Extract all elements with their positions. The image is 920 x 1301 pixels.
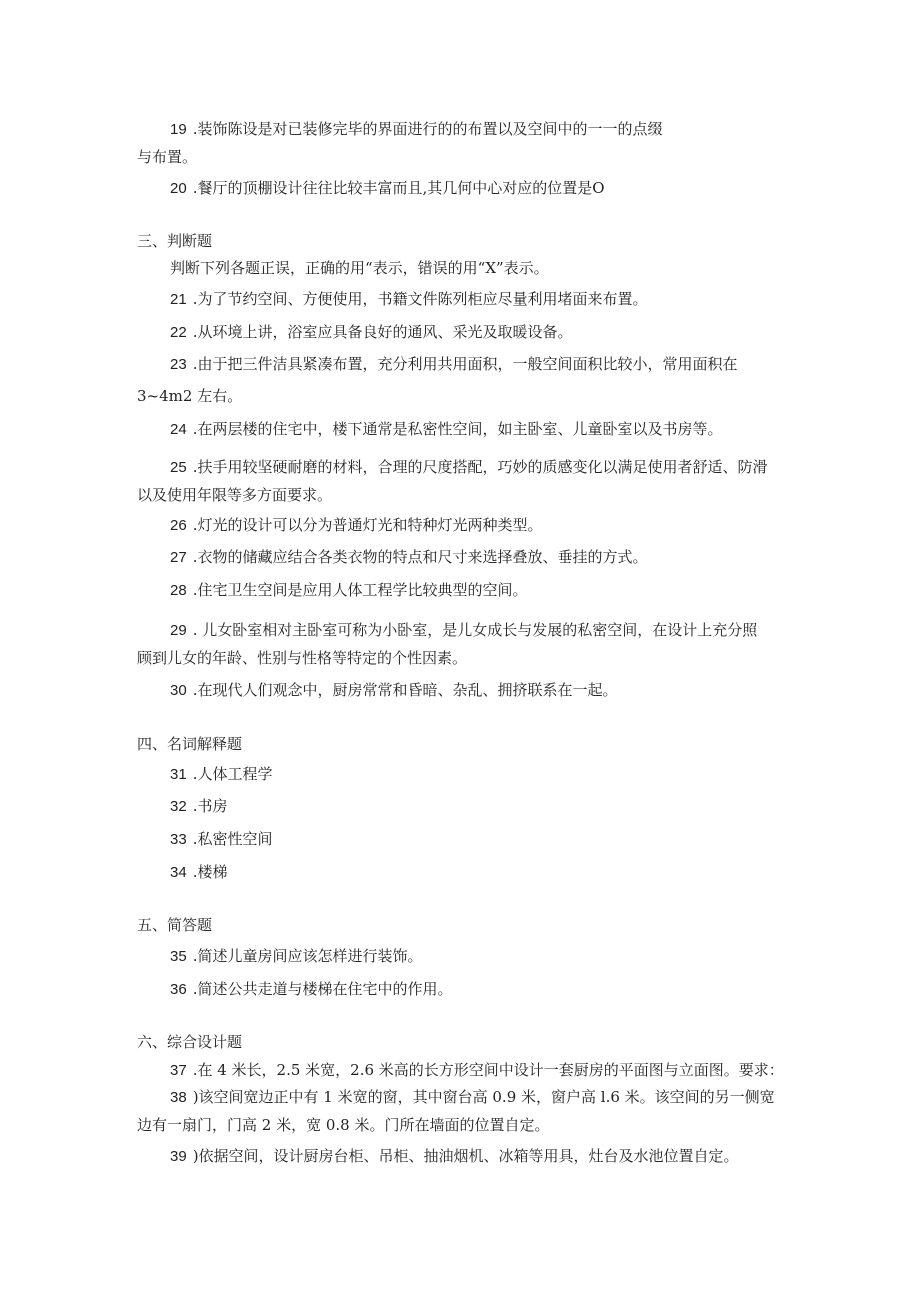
question-32 [170, 796, 227, 817]
question-25-continuation: 以及使用年限等多方面要求。 [137, 486, 333, 504]
question-20 [170, 178, 605, 199]
question-34 [170, 862, 227, 883]
question-text: .餐厅的顶棚设计往往比较丰富而且,其几何中心对应的位置是O [192, 179, 605, 197]
question-text: .装饰陈设是对已装修完毕的界面进行的的布置以及空间中的一一的点缀 [192, 120, 663, 138]
question-number: 30 [170, 682, 187, 699]
question-text: .楼梯 [192, 863, 228, 881]
question-27 [170, 547, 647, 568]
question-number: 21 [170, 291, 187, 308]
question-number: 35 [170, 948, 187, 965]
question-25 [170, 457, 767, 478]
question-text: .灯光的设计可以分为普通灯光和特种灯光两种类型。 [192, 516, 543, 534]
question-text: .为了节约空间、方便使用，书籍文件陈列柜应尽量利用堵面来布置。 [192, 290, 648, 308]
question-number: 23 [170, 356, 187, 373]
question-number: 39 [170, 1148, 187, 1165]
question-number: 20 [170, 180, 187, 197]
question-26 [170, 515, 542, 536]
question-text: .在两层楼的住宅中，楼下通常是私密性空间，如主卧室、儿童卧室以及书房等。 [192, 420, 723, 438]
question-number: 22 [170, 324, 187, 341]
question-37 [170, 1060, 784, 1081]
question-text: .人体工程学 [192, 765, 273, 783]
question-number: 32 [170, 798, 187, 815]
question-number: 19 [170, 121, 187, 138]
section-title-judge: 三、判断题 [137, 232, 213, 250]
question-text: . 儿女卧室相对主卧室可称为小卧室，是儿女成长与发展的私密空间，在设计上充分照 [192, 621, 758, 639]
section-title-short: 五、简答题 [137, 916, 213, 934]
question-number: 26 [170, 517, 187, 534]
question-31 [170, 764, 272, 785]
question-number: 29 [170, 622, 187, 639]
question-number: 28 [170, 582, 187, 599]
question-text: .扶手用较坚硬耐磨的材料，合理的尺度搭配，巧妙的质感变化以满足使用者舒适、防滑 [192, 458, 768, 476]
question-number: 33 [170, 831, 187, 848]
section-title-design: 六、综合设计题 [137, 1033, 243, 1051]
question-19-continuation: 与布置。 [137, 148, 198, 166]
question-text: .衣物的储藏应结合各类衣物的特点和尺寸来选择叠放、垂挂的方式。 [192, 548, 648, 566]
question-21 [170, 289, 647, 310]
question-text: .住宅卫生空间是应用人体工程学比较典型的空间。 [192, 581, 528, 599]
question-number: 31 [170, 766, 187, 783]
question-text: .简述儿童房间应该怎样进行装饰。 [192, 947, 423, 965]
question-text: )该空间宽边正中有 1 米宽的窗，其中窗台高 0.9 米，窗户高 l.6 米。该空间的另一侧宽 [192, 1088, 775, 1106]
question-24 [170, 419, 722, 440]
question-36 [170, 979, 452, 1000]
question-22 [170, 322, 572, 343]
question-text: .在现代人们观念中，厨房常常和昏暗、杂乱、拥挤联系在一起。 [192, 681, 618, 699]
question-number: 24 [170, 421, 187, 438]
section-title-terms: 四、名词解释题 [137, 735, 243, 753]
question-39 [170, 1146, 739, 1167]
question-text: .在 4 米长，2.5 米宽，2.6 米高的长方形空间中设计一套厨房的平面图与立面图。要求： [192, 1061, 784, 1079]
section-intro-judge: 判断下列各题正误，正确的用“表示，错误的用“X”表示。 [170, 259, 549, 277]
question-number: 36 [170, 981, 187, 998]
question-23-continuation: 3~4m2 左右。 [137, 387, 243, 405]
question-text: .简述公共走道与楼梯在住宅中的作用。 [192, 980, 453, 998]
question-text: .从环境上讲，浴室应具备良好的通风、采光及取暖设备。 [192, 323, 573, 341]
question-number: 27 [170, 549, 187, 566]
question-38-continuation: 边有一扇门，门高 2 米，宽 0.8 米。门所在墙面的位置自定。 [137, 1116, 550, 1134]
question-28 [170, 580, 527, 601]
question-number: 34 [170, 864, 187, 881]
question-number: 38 [170, 1089, 187, 1106]
question-33 [170, 829, 272, 850]
question-text: .书房 [192, 797, 228, 815]
question-19 [170, 119, 662, 140]
question-number: 37 [170, 1062, 187, 1079]
question-text: )依据空间，设计厨房台柜、吊柜、抽油烟机、冰箱等用具，灶台及水池位置自定。 [192, 1147, 739, 1165]
question-number: 25 [170, 459, 187, 476]
question-38 [170, 1087, 775, 1108]
question-29 [170, 620, 757, 641]
question-text: .由于把三件洁具紧凑布置，充分利用共用面积，一般空间面积比较小，常用面积在 [192, 355, 738, 373]
question-35 [170, 946, 422, 967]
question-23 [170, 354, 737, 375]
question-30 [170, 680, 617, 701]
question-29-continuation: 顾到儿女的年龄、性别与性格等特定的个性因素。 [137, 649, 468, 667]
question-text: .私密性空间 [192, 830, 273, 848]
